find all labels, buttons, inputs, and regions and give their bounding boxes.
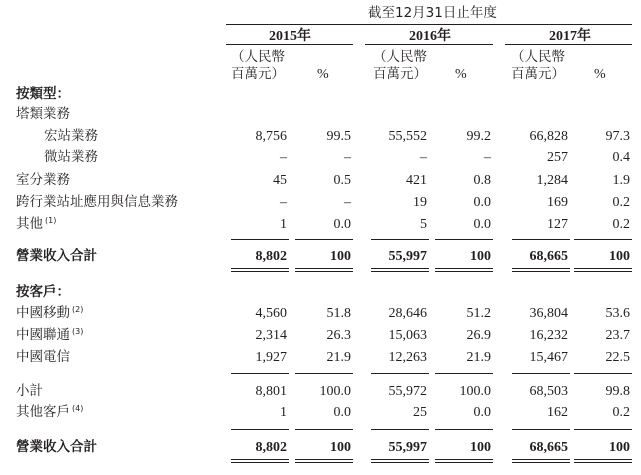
customer-row-1-value-3: 26.9 (466, 328, 491, 343)
others-label-footnote-ref: (4) (72, 404, 84, 413)
type-row-label-5-text: 其他 (16, 216, 43, 232)
type-row-3-value-1: 0.5 (333, 173, 351, 188)
rule-before-total2-3 (435, 429, 493, 430)
section-heading-customer: 按客戶： (16, 284, 70, 300)
customer-row-2-value-4: 15,467 (529, 350, 568, 365)
type-row-2-value-3: – (484, 150, 491, 165)
customer-row-label-0-footnote-ref: (2) (72, 305, 84, 314)
type-row-4-value-4: 169 (547, 195, 568, 210)
customer-row-label-2-text: 中國電信 (16, 349, 70, 365)
type-row-label-2-text: 微站業務 (44, 149, 98, 165)
type-row-1-value-2: 55,552 (388, 129, 427, 144)
total1-value-5: 100 (609, 249, 630, 264)
year-rule-2 (505, 44, 632, 45)
customer-row-1-value-5: 23.7 (605, 328, 630, 343)
total1-value-3: 100 (470, 249, 491, 264)
double-rule-b-total1-2 (371, 271, 429, 272)
year-rule-1 (365, 44, 493, 45)
double-rule-b-total2-4 (512, 462, 570, 463)
rule-before-subtotal-1 (295, 373, 353, 374)
year-header-2: 2017年 (549, 29, 591, 44)
customer-row-0-value-0: 4,560 (255, 306, 287, 321)
others-value-0: 1 (280, 405, 287, 420)
type-row-4-value-2: 19 (413, 195, 427, 210)
unit-label-line2-0: 百萬元） (231, 66, 285, 82)
others-value-1: 0.0 (333, 405, 351, 420)
others-label (16, 406, 83, 420)
type-row-5-value-1: 0.0 (333, 217, 351, 232)
type-row-2-value-1: – (344, 150, 351, 165)
subtotal-label-text: 小計 (16, 383, 43, 399)
unit-label-line1-1: （人民幣 (373, 49, 427, 65)
type-row-1-value-3: 99.2 (466, 129, 491, 144)
unit-label-line2-2: 百萬元） (511, 66, 565, 82)
double-rule-b-total2-2 (371, 462, 429, 463)
double-rule-a-total2-4 (512, 459, 570, 460)
subtotal-value-3: 100.0 (459, 384, 491, 399)
rule-before-subtotal-3 (435, 373, 493, 374)
total1-value-2: 55,997 (388, 249, 427, 264)
double-rule-a-total1-4 (512, 268, 570, 269)
subtotal-value-2: 55,972 (388, 384, 427, 399)
type-row-5-value-0: 1 (280, 217, 287, 232)
double-rule-a-total2-0 (231, 459, 289, 460)
customer-row-1-value-2: 15,063 (388, 328, 427, 343)
type-row-5-value-4: 127 (547, 217, 568, 232)
year-header-0: 2015年 (269, 29, 311, 44)
customer-row-0-value-1: 51.8 (326, 306, 351, 321)
double-rule-a-total1-5 (574, 268, 632, 269)
customer-row-2-value-2: 12,263 (388, 350, 427, 365)
double-rule-a-total1-3 (435, 268, 493, 269)
total1-value-1: 100 (330, 249, 351, 264)
double-rule-b-total2-3 (435, 462, 493, 463)
type-row-label-5 (16, 218, 56, 232)
type-row-label-3 (16, 174, 70, 188)
total1-label-text: 營業收入合計 (16, 248, 97, 264)
type-row-label-3-text: 室分業務 (16, 172, 70, 188)
others-value-3: 0.0 (473, 405, 491, 420)
customer-row-label-1-text: 中國聯通 (16, 327, 70, 343)
double-rule-b-total1-4 (512, 271, 570, 272)
double-rule-a-total1-1 (295, 268, 353, 269)
double-rule-b-total2-5 (574, 462, 632, 463)
total1-value-4: 68,665 (529, 249, 568, 264)
type-row-label-0-text: 塔類業務 (16, 106, 70, 122)
double-rule-b-total1-3 (435, 271, 493, 272)
type-row-1-value-5: 97.3 (605, 129, 630, 144)
type-row-label-1 (44, 130, 98, 144)
subtotal-value-0: 8,801 (255, 384, 287, 399)
total2-value-1: 100 (330, 440, 351, 455)
subtotal-value-4: 68,503 (529, 384, 568, 399)
customer-row-2-value-5: 22.5 (605, 350, 630, 365)
rule-before-total1-5 (574, 239, 632, 240)
subtotal-value-5: 99.8 (605, 384, 630, 399)
double-rule-a-total1-0 (231, 268, 289, 269)
customer-row-2-value-0: 1,927 (255, 350, 287, 365)
type-row-2-value-2: – (420, 150, 427, 165)
double-rule-a-total2-5 (574, 459, 632, 460)
customer-row-0-value-2: 28,646 (388, 306, 427, 321)
type-row-4-value-3: 0.0 (473, 195, 491, 210)
rule-before-subtotal-5 (574, 373, 632, 374)
subtotal-value-1: 100.0 (319, 384, 351, 399)
rule-before-total2-5 (574, 429, 632, 430)
type-row-1-value-1: 99.5 (326, 129, 351, 144)
pct-header-2: % (594, 67, 606, 82)
rule-before-total1-1 (295, 239, 353, 240)
type-row-label-0 (16, 108, 70, 122)
customer-row-label-1 (16, 329, 83, 343)
total2-value-2: 55,997 (388, 440, 427, 455)
double-rule-b-total2-0 (231, 462, 289, 463)
total2-label (16, 441, 97, 455)
rule-before-subtotal-2 (371, 373, 429, 374)
customer-row-label-0-text: 中國移動 (16, 305, 70, 321)
unit-label-line1-2: （人民幣 (511, 49, 565, 65)
double-rule-a-total1-2 (371, 268, 429, 269)
rule-before-total1-0 (231, 239, 289, 240)
type-row-label-5-footnote-ref: (1) (45, 216, 57, 225)
type-row-4-value-5: 0.2 (612, 195, 630, 210)
type-row-4-value-0: – (280, 195, 287, 210)
customer-row-0-value-5: 53.6 (605, 306, 630, 321)
type-row-2-value-0: – (280, 150, 287, 165)
customer-row-2-value-1: 21.9 (326, 350, 351, 365)
type-row-label-1-text: 宏站業務 (44, 128, 98, 144)
double-rule-b-total1-5 (574, 271, 632, 272)
customer-row-1-value-4: 16,232 (529, 328, 568, 343)
subtotal-label (16, 385, 43, 399)
type-row-3-value-4: 1,284 (536, 173, 568, 188)
type-row-3-value-2: 421 (406, 173, 427, 188)
type-row-5-value-2: 5 (420, 217, 427, 232)
section-heading-type: 按類型： (16, 86, 70, 102)
total1-value-0: 8,802 (255, 249, 287, 264)
double-rule-b-total1-1 (295, 271, 353, 272)
type-row-label-2 (44, 151, 98, 165)
rule-before-total2-2 (371, 429, 429, 430)
total2-label-text: 營業收入合計 (16, 439, 97, 455)
rule-before-total2-4 (512, 429, 570, 430)
type-row-label-4 (16, 196, 178, 210)
rule-before-total1-2 (371, 239, 429, 240)
others-value-5: 0.2 (612, 405, 630, 420)
double-rule-a-total2-2 (371, 459, 429, 460)
double-rule-a-total2-1 (295, 459, 353, 460)
rule-before-total2-1 (295, 429, 353, 430)
customer-row-label-0 (16, 307, 83, 321)
type-row-4-value-1: – (344, 195, 351, 210)
year-rule-0 (226, 44, 353, 45)
total1-label (16, 250, 97, 264)
type-row-2-value-5: 0.4 (612, 150, 630, 165)
type-row-label-4-text: 跨行業站址應用與信息業務 (16, 194, 178, 210)
type-row-5-value-3: 0.0 (473, 217, 491, 232)
header-rule-top (226, 24, 632, 25)
rule-before-subtotal-0 (231, 373, 289, 374)
period-title: 截至12月31日止年度 (368, 5, 497, 21)
customer-row-1-value-0: 2,314 (255, 328, 287, 343)
total2-value-5: 100 (609, 440, 630, 455)
customer-row-label-1-footnote-ref: (3) (72, 327, 84, 336)
customer-row-0-value-4: 36,804 (529, 306, 568, 321)
type-row-3-value-5: 1.9 (612, 173, 630, 188)
double-rule-b-total1-0 (231, 271, 289, 272)
rule-before-total1-4 (512, 239, 570, 240)
double-rule-b-total2-1 (295, 462, 353, 463)
year-header-1: 2016年 (409, 29, 451, 44)
customer-row-2-value-3: 21.9 (466, 350, 491, 365)
customer-row-1-value-1: 26.3 (326, 328, 351, 343)
type-row-3-value-0: 45 (273, 173, 287, 188)
others-label-text: 其他客戶 (16, 404, 70, 420)
unit-label-line2-1: 百萬元） (373, 66, 427, 82)
customer-row-0-value-3: 51.2 (466, 306, 491, 321)
total2-value-0: 8,802 (255, 440, 287, 455)
type-row-3-value-3: 0.8 (473, 173, 491, 188)
type-row-1-value-4: 66,828 (529, 129, 568, 144)
total2-value-3: 100 (470, 440, 491, 455)
type-row-1-value-0: 8,756 (255, 129, 287, 144)
customer-row-label-2 (16, 351, 70, 365)
unit-label-line1-0: （人民幣 (231, 49, 285, 65)
rule-before-total2-0 (231, 429, 289, 430)
type-row-5-value-5: 0.2 (612, 217, 630, 232)
rule-before-subtotal-4 (512, 373, 570, 374)
double-rule-a-total2-3 (435, 459, 493, 460)
type-row-2-value-4: 257 (547, 150, 568, 165)
pct-header-0: % (317, 67, 329, 82)
total2-value-4: 68,665 (529, 440, 568, 455)
others-value-2: 25 (413, 405, 427, 420)
others-value-4: 162 (547, 405, 568, 420)
rule-before-total1-3 (435, 239, 493, 240)
pct-header-1: % (455, 67, 467, 82)
